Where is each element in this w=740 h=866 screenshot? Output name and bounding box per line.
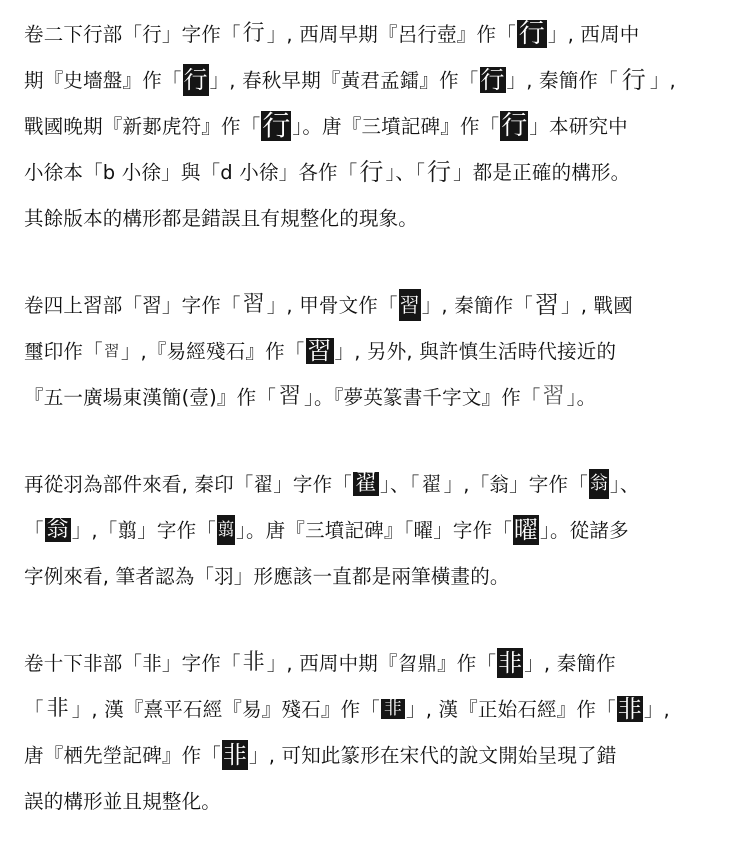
- text-run: 」,: [643, 698, 670, 721]
- jian-glyph: [217, 515, 235, 545]
- seal-stamp-xi-glyph: [104, 336, 120, 366]
- text-line: [24, 375, 716, 421]
- glyph-character: 習: [542, 383, 565, 409]
- text-run: 唐『栖先塋記碑』作「: [24, 744, 222, 767]
- text-run: 」。從諸多: [540, 519, 629, 542]
- glyph-character: 翦: [217, 519, 235, 540]
- tang-stele-fei-glyph: [222, 740, 248, 770]
- text-run: 卷二下行部「行」字作「: [24, 23, 241, 46]
- text-run: 」、: [609, 473, 640, 496]
- text-run: 」, 漢『正始石經』作「: [406, 698, 616, 721]
- text-line: [24, 12, 716, 58]
- text-line: [24, 283, 716, 329]
- text-line: [24, 779, 716, 825]
- text-run: 卷十下非部「非」字作「: [24, 652, 241, 675]
- paragraph-fei: [24, 641, 716, 825]
- text-run: 」, 西周早期『呂行壺』作「: [266, 23, 516, 46]
- glyph-character: 行: [621, 66, 646, 93]
- glyph-character: 非: [383, 698, 403, 719]
- glyph-character: 非: [242, 649, 265, 675]
- text-line: [24, 150, 716, 196]
- text-run: 」都是正確的構形。: [453, 161, 631, 184]
- qin-seal-di-variant-glyph: [421, 469, 443, 499]
- text-line: [24, 687, 716, 733]
- paragraph-xi: [24, 283, 716, 421]
- paragraph-xing: [24, 12, 716, 242]
- glyph-character: 非: [498, 648, 523, 677]
- tiger-tally-xing-glyph: [261, 111, 291, 141]
- text-run: 」, 秦簡作「: [421, 294, 534, 317]
- bronze-xing-shiqiangpan-glyph: [183, 64, 209, 96]
- bronze-xing-lvxinghu-glyph: [517, 20, 547, 48]
- text-line: [24, 462, 716, 508]
- text-run: 誤的構形並且規整化。: [24, 790, 222, 813]
- weng-glyph: [589, 469, 609, 499]
- seal-xi-shuowen-glyph: [242, 290, 266, 320]
- glyph-character: 行: [426, 157, 452, 186]
- oracle-xi-glyph: [399, 289, 421, 321]
- text-line: [24, 508, 716, 554]
- text-run: 小徐本「b 小徐」與「d 小徐」各作「: [24, 161, 358, 184]
- glyph-character: 行: [518, 19, 545, 48]
- text-run: 」, 秦簡作: [524, 652, 616, 675]
- glyph-character: 行: [183, 65, 208, 94]
- text-run: 字例來看, 筆者認為「羽」形應該一直都是兩筆橫畫的。: [24, 565, 510, 588]
- zhengshi-stone-fei-glyph: [617, 696, 643, 722]
- text-run: 」, 戰國: [561, 294, 633, 317]
- text-run: 璽印作「: [24, 340, 103, 363]
- text-run: 「: [24, 519, 44, 542]
- mengying-xi-glyph: [542, 383, 566, 411]
- glyph-character: 習: [534, 291, 560, 318]
- glyph-character: 翟: [421, 471, 442, 496]
- seal-fei-shuowen-glyph: [242, 649, 266, 677]
- text-run: 」,『易經殘石』作「: [120, 340, 305, 363]
- glyph-character: 行: [262, 110, 291, 141]
- xiaoxu-b-xing-glyph: [358, 157, 384, 187]
- glyph-character: 行: [480, 66, 505, 93]
- text-line: [24, 104, 716, 150]
- glyph-character: 非: [222, 740, 248, 769]
- text-run: 「: [24, 698, 44, 721]
- glyph-character: 翟: [354, 471, 378, 496]
- text-run: 」、「: [385, 161, 426, 184]
- glyph-character: 曜: [513, 515, 539, 544]
- text-run: 其餘版本的構形都是錯誤且有規整化的現象。: [24, 207, 419, 230]
- glyph-character: 行: [359, 157, 384, 186]
- glyph-character: 非: [617, 695, 642, 722]
- qinjian-xing-glyph: [619, 67, 649, 93]
- text-run: 」, 另外, 與許慎生活時代接近的: [334, 340, 617, 363]
- text-run: 」。唐『三墳記碑』作「: [292, 115, 500, 138]
- text-run: 」, 甲骨文作「: [266, 294, 398, 317]
- paper-text-body: [24, 12, 716, 866]
- text-run: 」, 可知此篆形在宋代的說文開始呈現了錯: [249, 744, 617, 767]
- bronze-xing-huangjunmeng-glyph: [480, 67, 506, 93]
- qinjian-fei-glyph: [45, 697, 71, 721]
- text-run: 再從羽為部件來看, 秦印「翟」字作「: [24, 473, 352, 496]
- text-run: 」,「翦」字作「: [71, 519, 217, 542]
- text-run: 」, 秦簡作「: [506, 69, 618, 92]
- glyph-character: 習: [307, 337, 332, 364]
- xiping-stone-fei-glyph: [381, 699, 405, 719]
- glyph-character: 翁: [46, 517, 69, 542]
- text-line: [24, 196, 716, 242]
- text-line: [24, 58, 716, 104]
- wuyi-slips-xi-glyph: [277, 385, 303, 409]
- text-run: 」, 西周中: [547, 23, 640, 46]
- text-run: 」,「翁」字作「: [443, 473, 588, 496]
- text-run: 卷四上習部「習」字作「: [24, 294, 241, 317]
- xiaoxu-d-xing-glyph: [426, 157, 452, 187]
- glyph-character: 習: [104, 341, 120, 360]
- text-run: 戰國晚期『新郪虎符』作「: [24, 115, 261, 138]
- weng-variant-glyph: [45, 518, 71, 542]
- glyph-character: 習: [278, 384, 302, 409]
- tang-stele-xing-glyph: [500, 111, 528, 141]
- glyph-character: 習: [399, 292, 420, 317]
- qinjian-xi-glyph: [534, 292, 560, 318]
- text-run: 期『史墻盤』作「: [24, 69, 182, 92]
- text-run: 」, 春秋早期『黃君孟鐳』作「: [209, 69, 479, 92]
- text-run: 」。唐『三墳記碑』「曜」字作「: [236, 519, 513, 542]
- glyph-character: 習: [242, 291, 265, 317]
- glyph-character: 行: [242, 20, 265, 46]
- text-run: 」,: [649, 69, 676, 92]
- tang-stele-yao-glyph: [513, 515, 539, 545]
- paragraph-yu: [24, 462, 716, 600]
- text-line: [24, 554, 716, 600]
- text-line: [24, 641, 716, 687]
- hu-ding-fei-glyph: [497, 648, 523, 678]
- text-run: 」, 漢『熹平石經『易』殘石』作「: [71, 698, 381, 721]
- text-run: 『五一廣場東漢簡(壹)』作「: [24, 386, 277, 409]
- text-run: 」本研究中: [529, 115, 628, 138]
- text-run: 」, 西周中期『曶鼎』作「: [266, 652, 497, 675]
- text-line: [24, 733, 716, 779]
- seal-xing-shuowen-glyph: [242, 17, 266, 51]
- glyph-character: 非: [46, 696, 69, 721]
- qin-seal-di-glyph: [353, 472, 379, 496]
- glyph-character: 行: [501, 110, 528, 141]
- text-run: 」。『夢英篆書千字文』作「: [304, 386, 541, 409]
- glyph-character: 翁: [589, 472, 609, 494]
- text-line: [24, 329, 716, 375]
- text-run: 」。: [566, 386, 597, 409]
- text-run: 」、「: [380, 473, 420, 496]
- yijing-stone-xi-glyph: [306, 338, 334, 364]
